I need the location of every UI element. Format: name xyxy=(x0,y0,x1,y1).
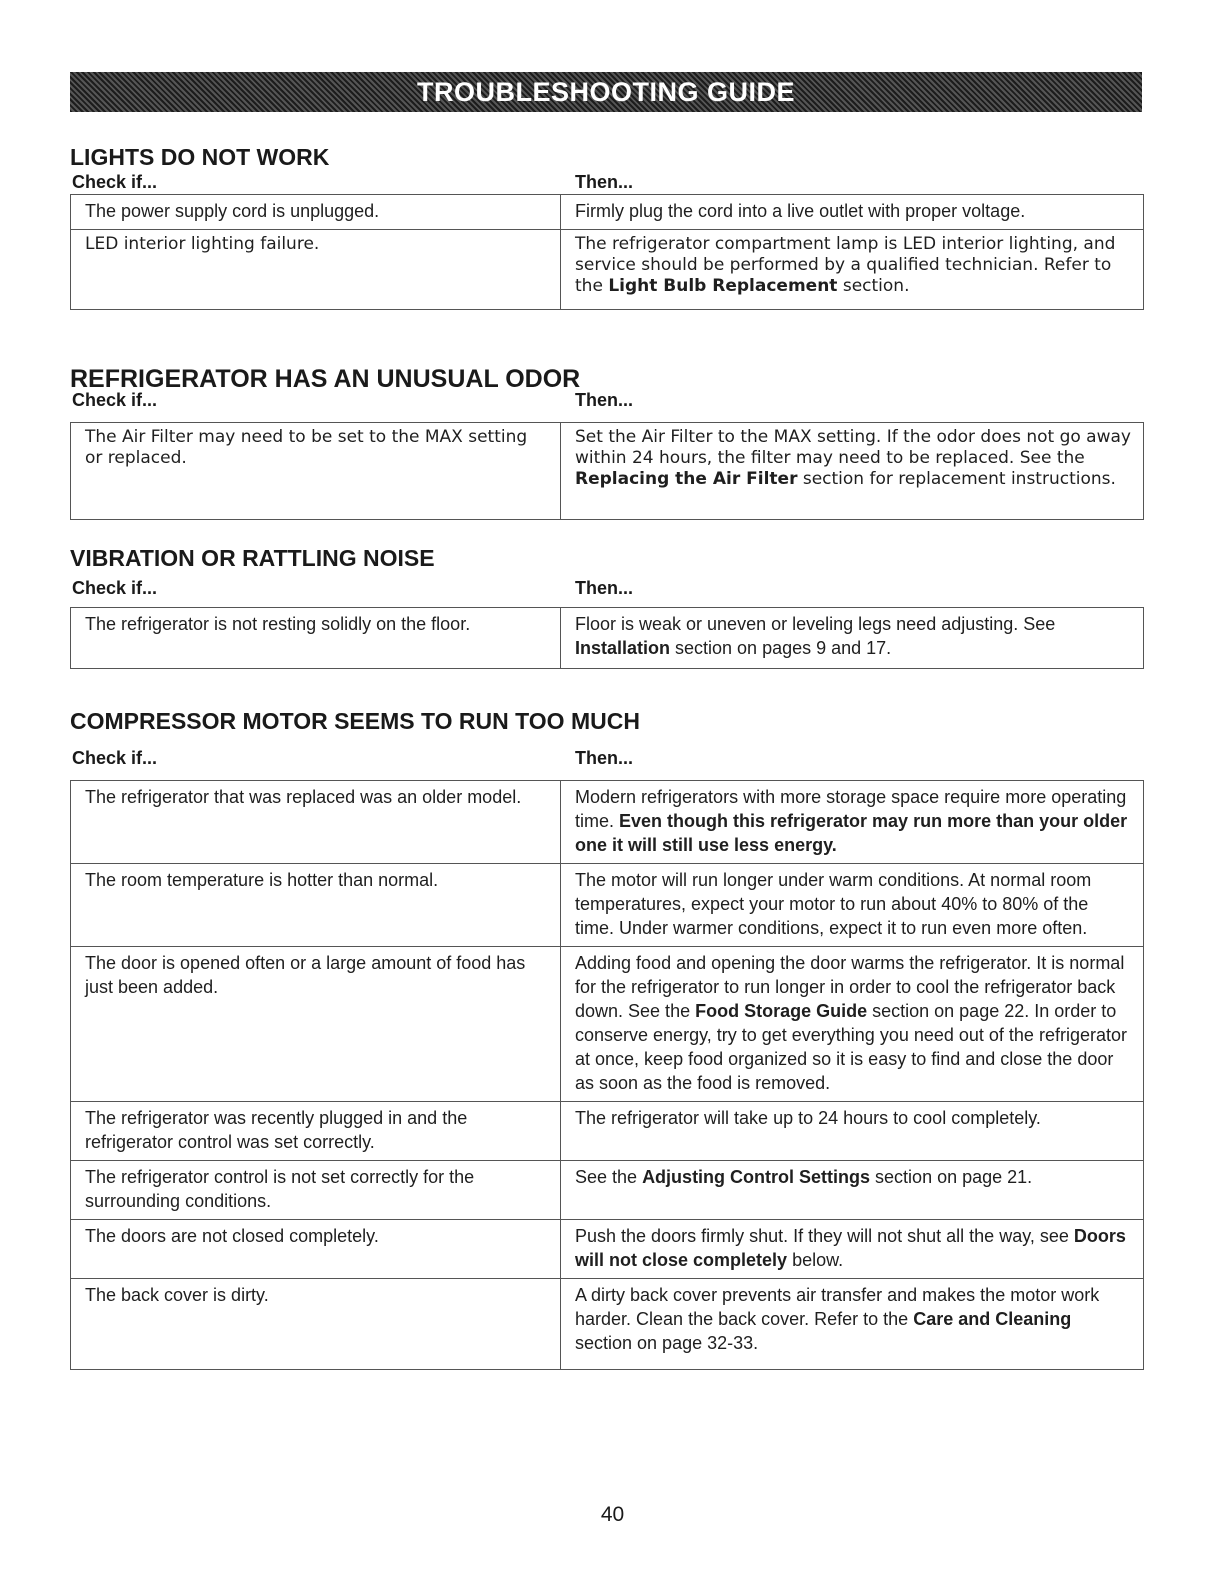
title-banner xyxy=(70,72,1142,112)
check-cell: The back cover is dirty. xyxy=(71,1279,561,1370)
then-header: Then... xyxy=(575,578,633,598)
table-row xyxy=(71,1220,1144,1279)
table-row xyxy=(71,947,1144,1102)
check-header: Check if... xyxy=(72,578,158,598)
page-number: 40 xyxy=(600,1503,625,1526)
section-title: VIBRATION OR RATTLING NOISE xyxy=(70,545,435,571)
check-cell: The refrigerator control is not set correctly for the surrounding conditions. xyxy=(71,1161,561,1220)
check-header: Check if... xyxy=(72,390,158,410)
table-row xyxy=(71,230,1144,310)
check-cell: The doors are not closed completely. xyxy=(71,1220,561,1279)
section-compressor xyxy=(70,708,1143,1370)
troubleshooting-table xyxy=(70,607,1144,669)
table-row xyxy=(71,864,1144,947)
then-cell: Firmly plug the cord into a live outlet with proper voltage. xyxy=(561,195,1144,230)
then-header: Then... xyxy=(575,748,633,768)
section-lights xyxy=(70,144,1143,310)
then-header: Then... xyxy=(575,172,633,192)
column-headers xyxy=(70,571,1143,607)
section-title: COMPRESSOR MOTOR SEEMS TO RUN TOO MUCH xyxy=(70,708,640,734)
check-header: Check if... xyxy=(72,172,158,192)
section-title: REFRIGERATOR HAS AN UNUSUAL ODOR xyxy=(70,365,581,393)
then-cell: Modern refrigerators with more storage space require more operating time. Even though this refrigerator may run more than your older one it will still use less energy. xyxy=(561,781,1144,864)
then-cell: The refrigerator will take up to 24 hours to cool completely. xyxy=(561,1102,1144,1161)
table-row xyxy=(71,195,1144,230)
check-cell: The refrigerator was recently plugged in and the refrigerator control was set correctly. xyxy=(71,1102,561,1161)
then-cell: A dirty back cover prevents air transfer and makes the motor work harder. Clean the back cover. Refer to the Care and Cleaning section on page 32-33. xyxy=(561,1279,1144,1370)
then-cell: Set the Air Filter to the MAX setting. If the odor does not go away within 24 hours, the filter may need to be replaced. See the Replacing the Air Filter section for replacement instructions. xyxy=(561,423,1144,520)
check-cell: The door is opened often or a large amount of food has just been added. xyxy=(71,947,561,1102)
troubleshooting-table xyxy=(70,422,1144,520)
table-row xyxy=(71,1161,1144,1220)
then-header: Then... xyxy=(575,390,633,410)
check-cell: The room temperature is hotter than normal. xyxy=(71,864,561,947)
section-vibration xyxy=(70,545,1143,669)
page-title: TROUBLESHOOTING GUIDE xyxy=(416,76,795,107)
table-row xyxy=(71,423,1144,520)
troubleshooting-table xyxy=(70,194,1144,310)
check-cell: The refrigerator that was replaced was an older model. xyxy=(71,781,561,864)
table-row xyxy=(71,608,1144,669)
check-header: Check if... xyxy=(72,748,158,768)
troubleshooting-table xyxy=(70,780,1144,1370)
check-cell: LED interior lighting failure. xyxy=(71,230,561,310)
then-cell: Floor is weak or uneven or leveling legs need adjusting. See Installation section on pages 9 and 17. xyxy=(561,608,1144,669)
column-headers xyxy=(70,170,1143,194)
check-cell: The Air Filter may need to be set to the MAX setting or replaced. xyxy=(71,423,561,520)
then-cell: Push the doors firmly shut. If they will not shut all the way, see Doors will not close completely below. xyxy=(561,1220,1144,1279)
then-cell: See the Adjusting Control Settings section on page 21. xyxy=(561,1161,1144,1220)
section-title: LIGHTS DO NOT WORK xyxy=(70,144,330,170)
column-headers xyxy=(70,734,1143,780)
check-cell: The power supply cord is unplugged. xyxy=(71,195,561,230)
section-odor xyxy=(70,366,1143,520)
then-cell: The refrigerator compartment lamp is LED interior lighting, and service should be performed by a qualified technician. Refer to the Light Bulb Replacement section. xyxy=(561,230,1144,310)
then-cell: Adding food and opening the door warms the refrigerator. It is normal for the refrigerator to run longer in order to cool the refrigerator back down. See the Food Storage Guide section on page 22. In order to conserve energy, try to get everything you need out of the refrigerator at once, keep food organized so it is easy to find and close the door as soon as the food is removed. xyxy=(561,947,1144,1102)
table-row xyxy=(71,1279,1144,1370)
then-cell: The motor will run longer under warm conditions. At normal room temperatures, expect your motor to run about 40% to 80% of the time. Under warmer conditions, expect it to run even more often. xyxy=(561,864,1144,947)
table-row xyxy=(71,781,1144,864)
check-cell: The refrigerator is not resting solidly on the floor. xyxy=(71,608,561,669)
table-row xyxy=(71,1102,1144,1161)
column-headers xyxy=(70,392,1143,422)
